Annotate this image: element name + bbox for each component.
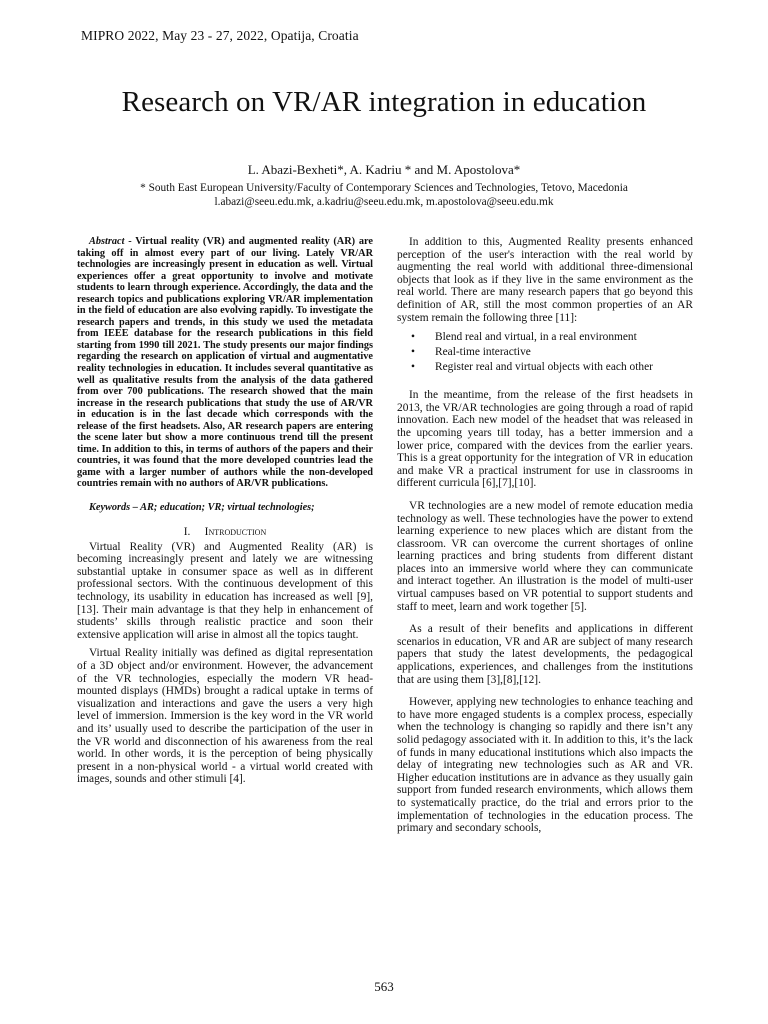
ar-properties-list xyxy=(397,330,693,375)
body-paragraph: As a result of their benefits and applications in different scenarios in education, VR and AR are subject of many research papers that study the latest developments, the pedagogical applications, experiences, and challenges from the institutions that are using them [3],[8],[12]. xyxy=(397,623,693,686)
body-paragraph: However, applying new technologies to enhance teaching and to have more engaged students is a complex process, especially when the technology is changing so rapidly and there isn’t any solid pedagogy associated with it. In addition to this, it’s the lack of funds in many educational institutions which also impacts the delay of integrating new technologies such as AR and VR. Higher education institutions are in advance as they usually gain support from funded research environments, which allows them to systematically practice, do the trial and errors prior to the implementation of technologies in the education process. The primary and secondary schools, xyxy=(397,696,693,835)
abstract-label: Abstract xyxy=(89,236,125,247)
conference-header: MIPRO 2022, May 23 - 27, 2022, Opatija, Croatia xyxy=(81,28,359,43)
list-item: • Register real and virtual objects with each other xyxy=(435,360,693,375)
affiliation-institution: * South East European University/Faculty of Contemporary Sciences and Technologies, Tetovo, Macedonia xyxy=(140,182,628,194)
abstract xyxy=(77,236,373,490)
body-paragraph: In the meantime, from the release of the first headsets in 2013, the VR/AR technologies are going through a road of rapid innovation. Each new model of the headset that was released in the upcoming years till today, has a better immersion and a lower price, compared with the devices from the earlier years. This is a great opportunity for the integration of VR in education and make VR a practical instrument for use in classrooms in different curricula [6],[7],[10]. xyxy=(397,389,693,490)
list-item: • Blend real and virtual, in a real environment xyxy=(435,330,693,345)
abstract-text: - Virtual reality (VR) and augmented reality (AR) are taking off in almost every part of our living. Lately VR/AR technologies are increasingly present in education as well. Virtual experiences offer a great opportunity to involve and motivate students to learn through experience. Accordingly, the data and the research topics and publications exploring VR/AR implementation in the field of education are also evolving rapidly. To investigate the research papers and trends, in this study we used the metadata from IEEE database for the research publications in this field starting from 1990 till 2021. The study presents our major findings regarding the research on application of virtual and augmentative reality technologies in education. It includes several quantitative as well as qualitative results from the analysis of the data gathered from over 700 publications. The research showed that the main increase in the research publications that study the use of AR/VR in education is in the last decade which corresponds with the release of the first headsets. Also, AR research papers are entering the scene later but show a more continuous trend till the present time. In addition to this, in terms of authors of the papers and their countries, it was found that the more developed countries lead the game with a larger number of authors while the non-developed countries remain with no authors of AR/VR publications. xyxy=(77,236,373,490)
section-heading-introduction xyxy=(77,526,373,539)
affiliation-emails: l.abazi@seeu.edu.mk, a.kadriu@seeu.edu.mk, m.apostolova@seeu.edu.mk xyxy=(214,196,554,208)
section-title: Introduction xyxy=(204,526,267,539)
intro-paragraph-1: Virtual Reality (VR) and Augmented Reality (AR) is becoming increasingly present and lately we are witnessing substantial uptake in consumer space as well as in different professional sectors. With the continuous development of this technology, its usability in education has increased as well [9],[13]. Their main advantage is that they help in enhancement of students’ skills through realistic practice and soon their extensive application will arise in almost all the topics taught. xyxy=(77,540,373,641)
keywords: Keywords – AR; education; VR; virtual technologies; xyxy=(89,502,315,514)
right-column xyxy=(397,236,693,835)
ar-intro-paragraph: In addition to this, Augmented Reality presents enhanced perception of the user's interaction with the real world by augmenting the real world with additional three-dimensional objects that look as if they live in the same environment as the real world. There are many research papers that go beyond this definition of AR, still the most common properties of an AR system remain the following three [11]: xyxy=(397,236,693,324)
affiliation xyxy=(0,181,768,209)
paper-title: Research on VR/AR integration in education xyxy=(121,86,647,118)
body-paragraph: VR technologies are a new model of remote education media technology as well. These technologies have the power to extend learning experience to new places which are distant from the classroom. VR can overcome the current shortages of online learning practices and bring students from different distant places into an immersive world where they can communicate and interact together. An illustration is the model of multi-user virtual campuses based on VR potential to support students and staff to meet, learn and work together [5]. xyxy=(397,499,693,613)
list-item: • Real-time interactive xyxy=(435,345,693,360)
section-number: I. xyxy=(183,526,191,539)
intro-paragraph-2: Virtual Reality initially was defined as digital representation of a 3D object and/or environment. However, the advancement of the VR technologies, especially the modern VR head-mounted displays (HMDs) brought a radical uptake in terms of visualization and interactions and gave the users a very high level of immersion. Immersion is the key word in the VR world and its’ usually used to describe the participation of the user in the VR world and disconnection of his awareness from the real world. In other words, it is the perception of being physically present in a non-physical world - a virtual world created with images, sounds and other stimuli [4]. xyxy=(77,647,373,786)
page-number: 563 xyxy=(374,979,394,994)
left-column xyxy=(77,236,373,786)
author-list: L. Abazi-Bexheti*, A. Kadriu * and M. Apostolova* xyxy=(247,162,521,177)
